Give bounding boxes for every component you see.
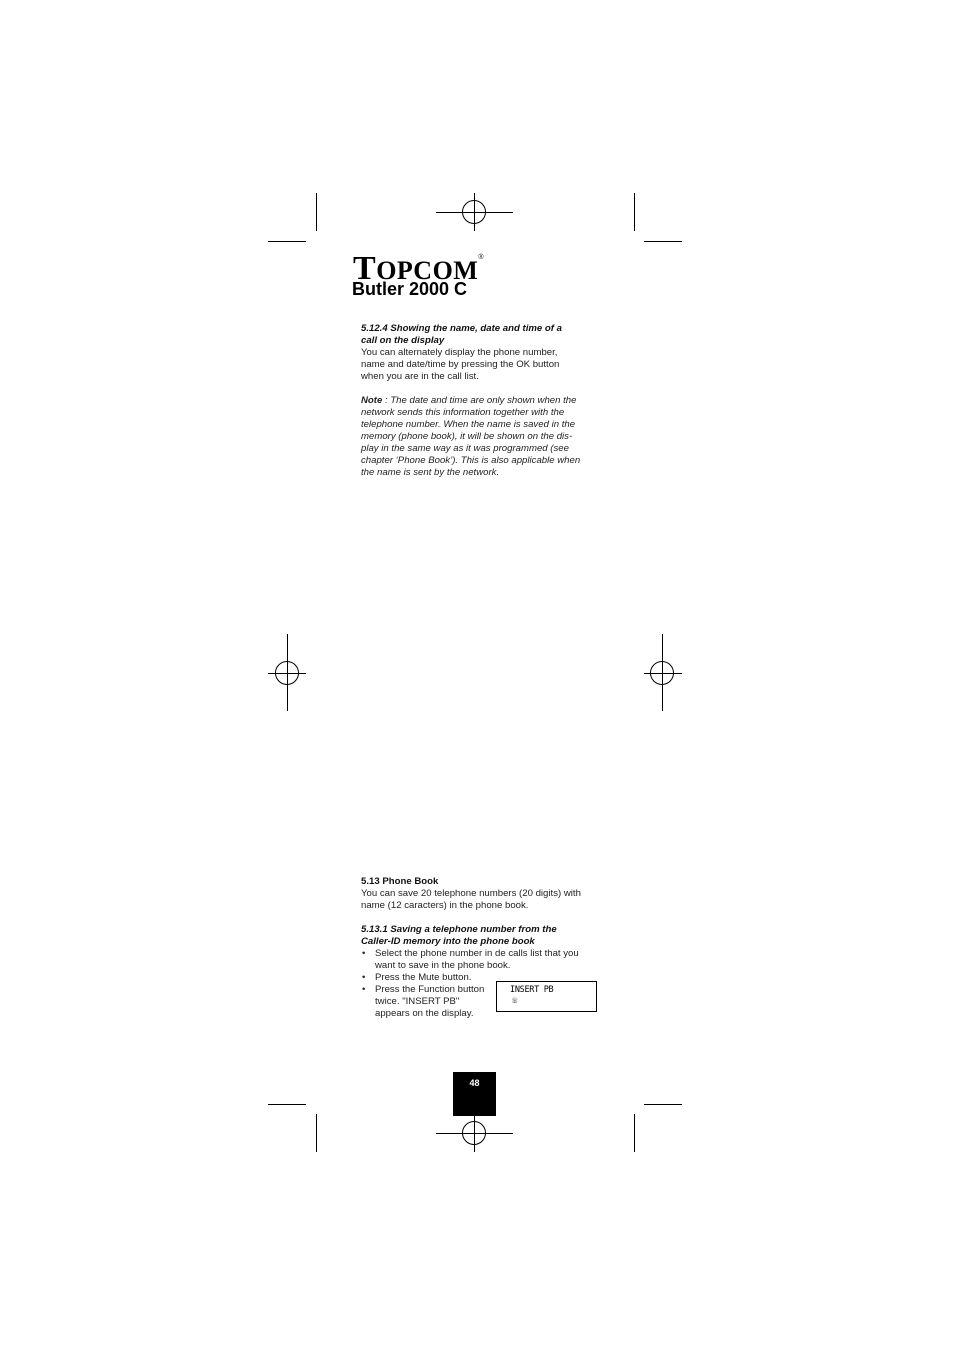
section-heading: 5.13.1 Saving a telephone number from the: [361, 924, 557, 935]
note-line: play in the same way as it was programmed (see: [361, 443, 569, 454]
body-line: name and date/time by pressing the OK button: [361, 359, 560, 370]
note-line: network sends this information together with the: [361, 407, 565, 418]
section-5-12-4: [361, 323, 601, 479]
topcom-logo: TOPCOM®: [353, 250, 485, 287]
note-line: the name is sent by the network.: [361, 467, 500, 478]
page-number: 48: [469, 1078, 480, 1088]
note-line: memory (phone book), it will be shown on the dis-: [361, 431, 573, 442]
list-item: • Press the Function button twice. "INSERT PB" appears on the display.: [361, 984, 601, 1020]
body-line: when you are in the call list.: [361, 371, 479, 382]
handset-icon: ☏: [512, 996, 518, 1006]
body-line: You can alternately display the phone number,: [361, 347, 558, 358]
list-item: • Press the Mute button.: [361, 972, 601, 984]
registered-mark: ®: [478, 254, 485, 261]
section-heading-cont: call on the display: [361, 335, 445, 346]
body-line: name (12 caracters) in the phone book.: [361, 900, 529, 911]
product-title: Butler 2000 C: [352, 279, 468, 299]
note-line: Note : The date and time are only shown when the: [361, 395, 577, 406]
section-heading: 5.12.4 Showing the name, date and time of a: [361, 323, 562, 334]
list-item: • Select the phone number in de calls list that you want to save in the phone book.: [361, 948, 601, 972]
note-line: chapter ‘Phone Book’). This is also applicable when: [361, 455, 581, 466]
note-label: Note: [361, 395, 383, 406]
lcd-text: INSERT PB: [510, 985, 554, 995]
lcd-display: [496, 981, 597, 1012]
note-line: telephone number. When the name is saved in the: [361, 419, 576, 430]
body-line: You can save 20 telephone numbers (20 digits) with: [361, 888, 581, 899]
section-heading: 5.13 Phone Book: [361, 876, 439, 887]
section-heading-cont: Caller-ID memory into the phone book: [361, 936, 535, 947]
page-number-box: [453, 1072, 496, 1116]
